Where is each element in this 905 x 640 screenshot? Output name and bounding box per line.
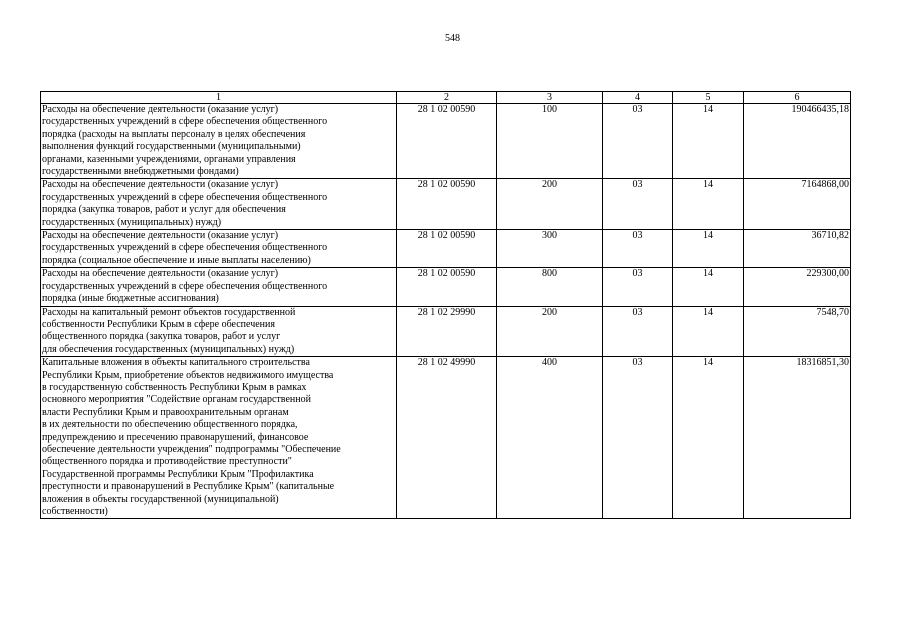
header-col-6: 6 (744, 92, 851, 104)
table-row (41, 179, 851, 230)
header-col-5: 5 (673, 92, 744, 104)
row-col-5: 14 (673, 357, 744, 519)
row-col-4: 03 (603, 179, 673, 230)
row-sum: 36710,82 (744, 230, 851, 268)
row-sum: 7164868,00 (744, 179, 851, 230)
row-name: Расходы на обеспечение деятельности (оказание услуг) государственных учреждений в сфере обеспечения общественного порядка (расходы на выплаты персоналу в целях обеспечения выполнения функций государственными (муниципальными) органами, казенными учреждениями, органами управления государственными внебюджетными фондами) (41, 104, 397, 179)
budget-table (40, 91, 851, 519)
table-row (41, 357, 851, 519)
row-name: Капитальные вложения в объекты капитального строительства Республики Крым, приобретение объектов недвижимого имущества в государственную собственность Республики Крым в рамках основного мероприятия "Содействие органам государственной власти Республики Крым и правоохранительным органам в их деятельности по обеспечению общественного порядка, предупреждению и пресечению правонарушений, финансовое обеспечение деятельности учреждения" подпрограммы "Обеспечение общественного порядка и противодействие преступности" Государственной программы Республики Крым "Профилактика преступности и правонарушений в Республике Крым" (капитальные вложения в объекты государственной (муниципальной) собственности) (41, 357, 397, 519)
table-row (41, 104, 851, 179)
row-col-5: 14 (673, 268, 744, 306)
row-col-3: 200 (497, 179, 603, 230)
table-row (41, 230, 851, 268)
row-col-3: 100 (497, 104, 603, 179)
table-row (41, 306, 851, 357)
header-col-4: 4 (603, 92, 673, 104)
row-name: Расходы на обеспечение деятельности (оказание услуг) государственных учреждений в сфере обеспечения общественного порядка (социальное обеспечение и иные выплаты населению) (41, 230, 397, 268)
row-sum: 190466435,18 (744, 104, 851, 179)
row-col-5: 14 (673, 306, 744, 357)
table-row (41, 268, 851, 306)
table-header (41, 92, 851, 104)
header-col-2: 2 (397, 92, 497, 104)
row-col-4: 03 (603, 306, 673, 357)
table-body (41, 104, 851, 519)
row-col-4: 03 (603, 268, 673, 306)
row-col-5: 14 (673, 179, 744, 230)
row-col-5: 14 (673, 104, 744, 179)
row-code: 28 1 02 29990 (397, 306, 497, 357)
row-col-3: 300 (497, 230, 603, 268)
row-col-3: 200 (497, 306, 603, 357)
row-code: 28 1 02 49990 (397, 357, 497, 519)
row-col-4: 03 (603, 230, 673, 268)
row-col-3: 800 (497, 268, 603, 306)
row-sum: 18316851,30 (744, 357, 851, 519)
row-col-4: 03 (603, 104, 673, 179)
header-col-1: 1 (41, 92, 397, 104)
row-code: 28 1 02 00590 (397, 104, 497, 179)
row-sum: 7548,70 (744, 306, 851, 357)
row-name: Расходы на капитальный ремонт объектов государственной собственности Республики Крым в сфере обеспечения общественного порядка (закупка товаров, работ и услуг для обеспечения государственных (муниципальных) нужд) (41, 306, 397, 357)
row-name: Расходы на обеспечение деятельности (оказание услуг) государственных учреждений в сфере обеспечения общественного порядка (иные бюджетные ассигнования) (41, 268, 397, 306)
page-number: 548 (445, 33, 460, 44)
row-code: 28 1 02 00590 (397, 179, 497, 230)
header-row (41, 92, 851, 104)
row-col-4: 03 (603, 357, 673, 519)
row-sum: 229300,00 (744, 268, 851, 306)
row-col-3: 400 (497, 357, 603, 519)
row-name: Расходы на обеспечение деятельности (оказание услуг) государственных учреждений в сфере обеспечения общественного порядка (закупка товаров, работ и услуг для обеспечения государственных (муниципальных) нужд) (41, 179, 397, 230)
row-code: 28 1 02 00590 (397, 230, 497, 268)
row-code: 28 1 02 00590 (397, 268, 497, 306)
row-col-5: 14 (673, 230, 744, 268)
header-col-3: 3 (497, 92, 603, 104)
